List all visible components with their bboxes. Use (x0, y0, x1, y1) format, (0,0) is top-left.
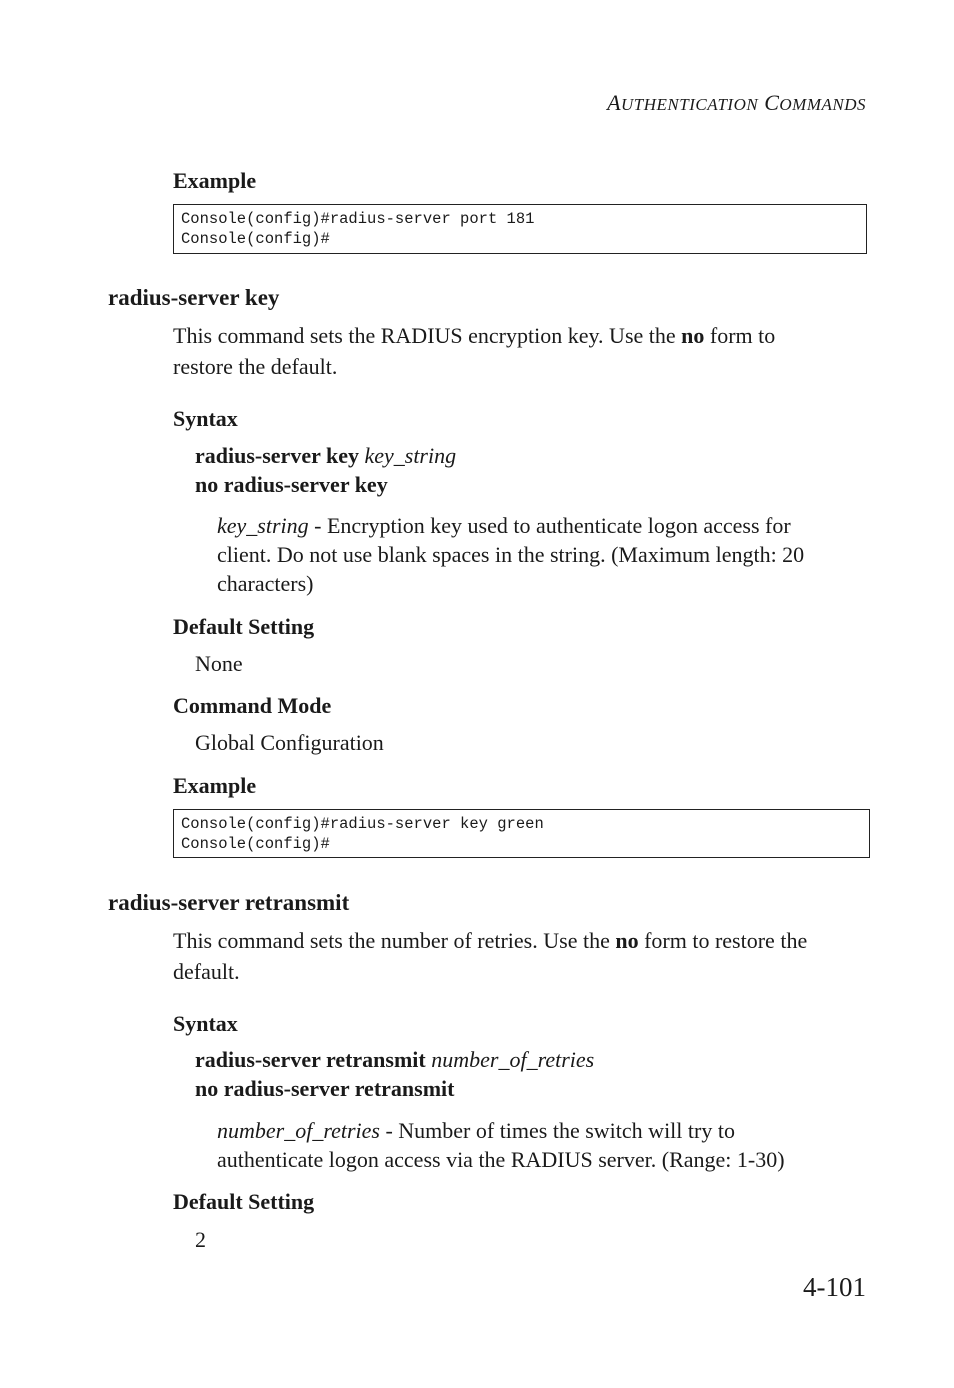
code-line: Console(config)# (181, 230, 330, 248)
desc-text: form to restore the (638, 928, 808, 953)
code-line: Console(config)# (181, 835, 330, 853)
param-text: authenticate logon access via the RADIUS server. (Range: 1-30) (217, 1147, 785, 1172)
desc-bold: no (681, 323, 705, 348)
param-name: key_string (217, 513, 309, 538)
desc-text: default. (173, 959, 240, 984)
section-retransmit-description (173, 925, 873, 987)
code-line: Console(config)#radius-server port 181 (181, 210, 535, 228)
example-label: Example (173, 773, 257, 798)
page-number: 4-101 (803, 1272, 866, 1302)
desc-text: restore the default. (173, 354, 338, 379)
default-setting-value: 2 (195, 1227, 206, 1252)
desc-text: form to (704, 323, 776, 348)
syntax-label: Syntax (173, 406, 238, 431)
parameter-description (217, 511, 877, 598)
syntax-cmd: radius-server key (195, 443, 359, 468)
desc-bold: no (615, 928, 639, 953)
default-setting-value: None (195, 651, 243, 676)
syntax-arg: number_of_retries (431, 1047, 595, 1072)
param-name: number_of_retries (217, 1118, 380, 1143)
syntax-label: Syntax (173, 1011, 238, 1036)
desc-text: This command sets the RADIUS encryption key. Use the (173, 323, 682, 348)
desc-text: This command sets the number of retries. Use the (173, 928, 616, 953)
param-text: - Encryption key used to authenticate logon access for (308, 513, 791, 538)
syntax-cmd: radius-server retransmit (195, 1047, 426, 1072)
default-setting-label: Default Setting (173, 1189, 315, 1214)
running-head-initial-2: C (764, 90, 780, 115)
default-setting-label: Default Setting (173, 614, 315, 639)
top-example-code-box (173, 204, 867, 254)
section-title-retransmit: radius-server retransmit (108, 890, 350, 915)
code-line: Console(config)#radius-server key green (181, 815, 544, 833)
syntax-command (195, 443, 456, 469)
section-title-key: radius-server key (108, 285, 280, 310)
syntax-command (195, 1047, 594, 1073)
syntax-no-command: no radius-server retransmit (195, 1076, 455, 1101)
param-text: characters) (217, 571, 314, 596)
running-head-initial-1: A (607, 90, 622, 115)
syntax-arg: key_string (364, 443, 457, 468)
section-key-description (173, 320, 873, 382)
syntax-no-command: no radius-server key (195, 472, 388, 497)
running-head (607, 90, 866, 116)
param-text: - Number of times the switch will try to (379, 1118, 735, 1143)
running-head-rest-1: UTHENTICATION (621, 95, 759, 114)
top-example-label: Example (173, 168, 257, 193)
example-code-box (173, 809, 870, 858)
running-head-rest-2: OMMANDS (779, 95, 866, 114)
command-mode-value: Global Configuration (195, 730, 384, 755)
command-mode-label: Command Mode (173, 693, 332, 718)
parameter-description (217, 1116, 877, 1174)
param-text: client. Do not use blank spaces in the string. (Maximum length: 20 (217, 542, 805, 567)
